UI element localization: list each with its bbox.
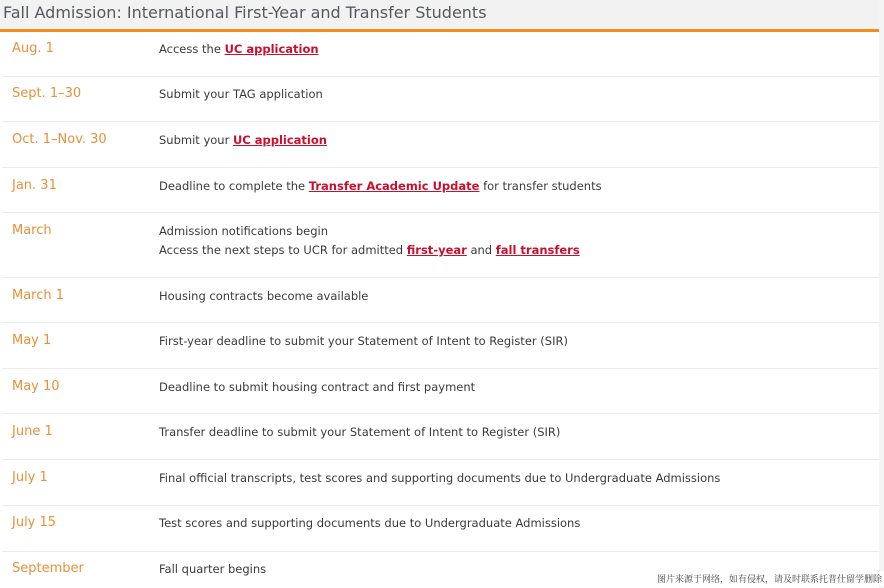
table-row [2,460,879,506]
row-date: Sept. 1–30 [12,86,82,101]
page-title: Fall Admission: International First-Year and Transfer Students [3,3,487,22]
row-date: March 1 [12,288,65,303]
row-date: Aug. 1 [12,41,54,56]
row-description: Submit your TAG application [159,87,323,101]
table-row [2,213,879,278]
row-date: Oct. 1–Nov. 30 [12,132,107,147]
row-date: July 1 [12,470,48,485]
row-date: Jan. 31 [12,178,57,193]
row-description: Housing contracts become available [159,289,369,303]
row-description: Access the UC application [159,42,319,56]
table-row [2,414,879,460]
row-description: Deadline to submit housing contract and first payment [159,380,476,394]
table-row [2,506,879,552]
table-row [2,323,879,369]
table-row [2,122,879,168]
row-description: Transfer deadline to submit your Statement of Intent to Register (SIR) [159,425,561,439]
row-description: First-year deadline to submit your Statement of Intent to Register (SIR) [159,334,568,348]
row-date: July 15 [12,515,57,530]
uc-application-link[interactable]: UC application [232,133,327,147]
row-description: Fall quarter begins [159,562,267,576]
fall-transfers-link[interactable]: fall transfers [495,243,580,257]
page-edge [879,0,884,588]
table-row [2,168,879,213]
row-description: Final official transcripts, test scores and supporting documents due to Undergraduate Admissions [159,471,721,485]
watermark-text: 图片来源于网络，如有侵权，请及时联系托普仕留学删除 [655,571,884,586]
row-date: September [12,561,84,576]
row-date: May 1 [12,333,52,348]
table-header [0,0,879,32]
row-description: Admission notifications begin Access the next steps to UCR for admitted first-year and fall transfers [159,224,580,257]
row-date: June 1 [12,424,53,439]
table-row [2,32,879,77]
table-row [2,369,879,414]
first-year-link[interactable]: first-year [406,243,467,257]
table-row [2,278,879,323]
table-row [2,77,879,122]
row-date: March [12,223,52,238]
transfer-academic-update-link[interactable]: Transfer Academic Update [308,179,480,193]
row-description: Submit your UC application [159,133,327,147]
row-date: May 10 [12,379,60,394]
row-description: Test scores and supporting documents due to Undergraduate Admissions [159,516,581,530]
row-description: Deadline to complete the Transfer Academic Update for transfer students [159,179,602,193]
uc-application-link[interactable]: UC application [224,42,319,56]
